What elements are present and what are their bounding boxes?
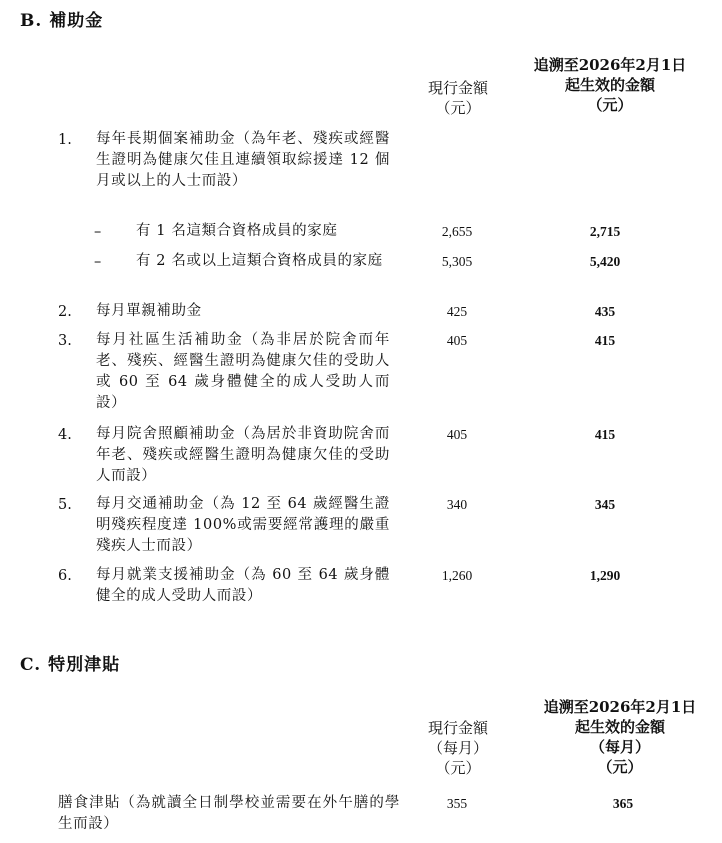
section-c-title: C. 特別津貼 [20,655,121,675]
item-description: 每月交通補助金（為 12 至 64 歲經醫生證明殘疾程度達 100%或需要經常護理的嚴重殘疾人士而設） [96,496,390,554]
current-amount: 355 [446,796,468,811]
current-amount: 2,655 [441,224,473,239]
header-line: 追溯至2026年2月1日 [543,698,697,716]
item-description: 每年長期個案補助金（為年老、殘疾或經醫生證明為健康欠佳且連續領取綜援達 12 個月或以上的人士而設） [96,131,390,189]
current-amount: 405 [446,333,468,348]
item-dash: – [94,254,102,270]
new-amount: 415 [594,333,616,348]
current-amount: 340 [446,497,468,512]
header-line: （元） [435,759,481,777]
section-b-header-current [408,78,508,118]
item-number: 4. [58,427,72,443]
new-amount: 365 [612,796,634,811]
new-amount: 435 [594,304,616,319]
item-description: 膳食津貼（為就讀全日制學校並需要在外午膳的學生而設） [58,795,400,832]
header-line: （每月） [589,738,650,756]
section-c-header-new [530,697,710,777]
new-amount: 5,420 [589,254,621,269]
item-description: 有 2 名或以上這類合資格成員的家庭 [136,253,383,269]
header-line: 起生效的金額 [574,718,665,736]
header-line: 起生效的金額 [564,76,655,94]
item-number: 2. [58,304,72,320]
new-amount: 1,290 [589,568,621,583]
current-amount: 405 [446,427,468,442]
item-dash: – [94,224,102,240]
header-line: 現行金額 [427,79,488,97]
new-amount: 2,715 [589,224,621,239]
header-line: （元） [597,758,643,776]
current-amount: 1,260 [441,568,473,583]
item-description: 每月就業支援補助金（為 60 至 64 歲身體健全的成人受助人而設） [96,567,390,604]
item-number: 6. [58,568,72,584]
item-description: 每月社區生活補助金（為非居於院舍而年老、殘疾、經醫生證明為健康欠佳的受助人或 60 至 64 歲身體健全的成人受助人而設） [96,332,390,411]
header-line: （元） [435,99,481,117]
item-description: 每月院舍照顧補助金（為居於非資助院舍而年老、殘疾或經醫生證明為健康欠佳的受助人而設） [96,426,390,484]
item-number: 3. [58,333,72,349]
item-description: 有 1 名這類合資格成員的家庭 [136,223,338,239]
header-line: 追溯至2026年2月1日 [533,56,687,74]
header-line: （每月） [427,739,488,757]
header-line: 現行金額 [427,719,488,737]
current-amount: 5,305 [441,254,473,269]
section-b-header-new [520,55,700,115]
item-description: 每月單親補助金 [96,303,202,319]
section-c-header-current [408,718,508,778]
section-b-title: B. 補助金 [20,11,104,31]
new-amount: 345 [594,497,616,512]
header-line: （元） [587,96,633,114]
current-amount: 425 [446,304,468,319]
item-number: 1. [58,132,72,148]
new-amount: 415 [594,427,616,442]
item-number: 5. [58,497,72,513]
